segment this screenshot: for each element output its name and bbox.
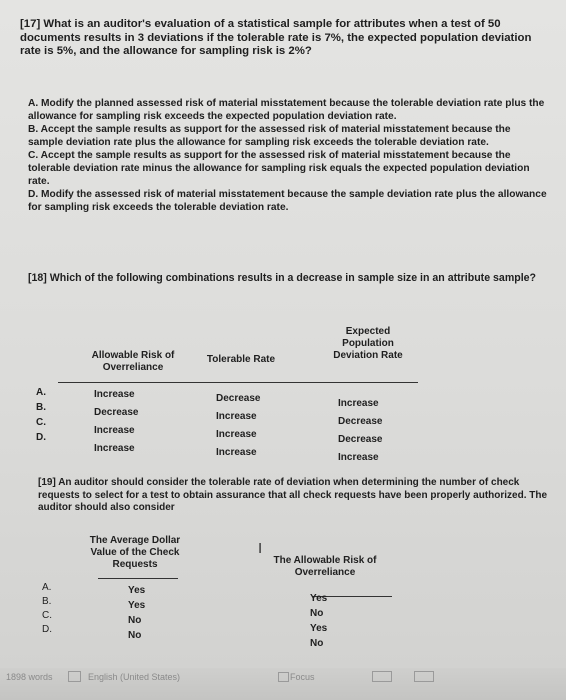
q18-letter: C. xyxy=(36,417,46,428)
q18-cell: Increase xyxy=(94,425,135,436)
focus-button[interactable]: Focus xyxy=(290,672,315,682)
q18-letter: A. xyxy=(36,387,46,398)
q18-letter: B. xyxy=(36,402,46,413)
table-divider xyxy=(58,382,418,383)
q18-cell: Decrease xyxy=(216,393,261,404)
q19-cell: No xyxy=(128,630,142,641)
header-expected-rate: Expected Population Deviation Rate xyxy=(333,326,403,361)
q18-cell: Increase xyxy=(338,398,379,409)
q18-letters xyxy=(36,385,46,445)
header-average-dollar: The Average Dollar Value of the Check Requests xyxy=(89,535,181,570)
q18-cell: Decrease xyxy=(338,434,383,445)
q17-option-d: D. Modify the assessed risk of material misstatement because the sample deviation rate plus the allowance for sampling risk exceeds the tolerable deviation rate. xyxy=(28,189,547,213)
focus-icon[interactable] xyxy=(278,672,289,682)
q17-option-b: B. Accept the sample results as support for the assessed risk of material misstatement because the sample deviation rate plus the allowance for sampling risk exceeds the tolerable deviation rate. xyxy=(28,124,511,148)
q19-cell: Yes xyxy=(310,623,328,634)
q19-letter: A. xyxy=(42,582,52,593)
q18-cell: Increase xyxy=(94,443,135,454)
header-allowable-risk: Allowable Risk of Overreliance xyxy=(91,350,175,373)
question-17: [17] What is an auditor's evaluation of a statistical sample for attributes when a test of 50 documents results in 3 deviations if the tolerable rate is 7%, the expected population deviation rate is 5%, and the allowance for sampling risk is 2%? xyxy=(20,18,532,57)
q19-cell: Yes xyxy=(310,593,328,604)
q19-letter: D. xyxy=(42,624,52,635)
q19-allow-column xyxy=(310,591,327,651)
question-18: [18] Which of the following combinations results in a decrease in sample size in an attribute sample? xyxy=(28,272,537,284)
q18-cell: Increase xyxy=(216,447,257,458)
q18-cell: Decrease xyxy=(338,416,383,427)
question-19-table xyxy=(40,535,460,670)
q19-cell: No xyxy=(128,615,142,626)
header-underline xyxy=(98,578,178,579)
q18-expected-column xyxy=(338,395,382,467)
question-18-table xyxy=(28,320,548,470)
q17-option-c: C. Accept the sample results as support for the assessed risk of material misstatement because the tolerable deviation rate minus the allowance for sampling risk equals the expected population deviation rate. xyxy=(28,150,530,187)
q18-cell: Decrease xyxy=(94,407,139,418)
q18-cell: Increase xyxy=(94,389,135,400)
q19-cell: Yes xyxy=(128,585,146,596)
q18-cell: Increase xyxy=(338,452,379,463)
q17-option-a: A. Modify the planned assessed risk of material misstatement because the tolerable deviation rate plus the allowance for sampling risk exceeds the expected population deviation rate. xyxy=(28,98,545,122)
text-cursor-icon: I xyxy=(258,540,263,557)
header-allowable-risk-19: The Allowable Risk of Overreliance xyxy=(273,555,377,578)
header-tolerable-rate: Tolerable Rate xyxy=(206,354,276,365)
proofing-icon[interactable] xyxy=(68,671,81,682)
q19-cell: No xyxy=(310,608,324,619)
q18-tolerable-column xyxy=(216,390,260,462)
read-mode-icon[interactable] xyxy=(372,671,392,682)
q18-cell: Increase xyxy=(216,411,257,422)
question-17-options xyxy=(28,97,548,214)
q19-avg-column xyxy=(128,583,145,643)
q19-letter: C. xyxy=(42,610,52,621)
q19-letter: B. xyxy=(42,596,52,607)
q18-letter: D. xyxy=(36,432,46,443)
language-indicator[interactable]: English (United States) xyxy=(88,672,181,682)
q18-risk-column xyxy=(94,386,138,458)
q19-letters xyxy=(42,581,52,637)
status-bar xyxy=(0,668,566,700)
q18-cell: Increase xyxy=(216,429,257,440)
print-layout-icon[interactable] xyxy=(414,671,434,682)
q19-cell: No xyxy=(310,638,324,649)
question-19: [19] An auditor should consider the tolerable rate of deviation when determining the number of check requests to select for a test to obtain assurance that all check requests have been properly authorized. The auditor should also consider xyxy=(38,477,548,513)
q19-cell: Yes xyxy=(128,600,146,611)
word-count[interactable]: 1898 words xyxy=(6,672,53,682)
